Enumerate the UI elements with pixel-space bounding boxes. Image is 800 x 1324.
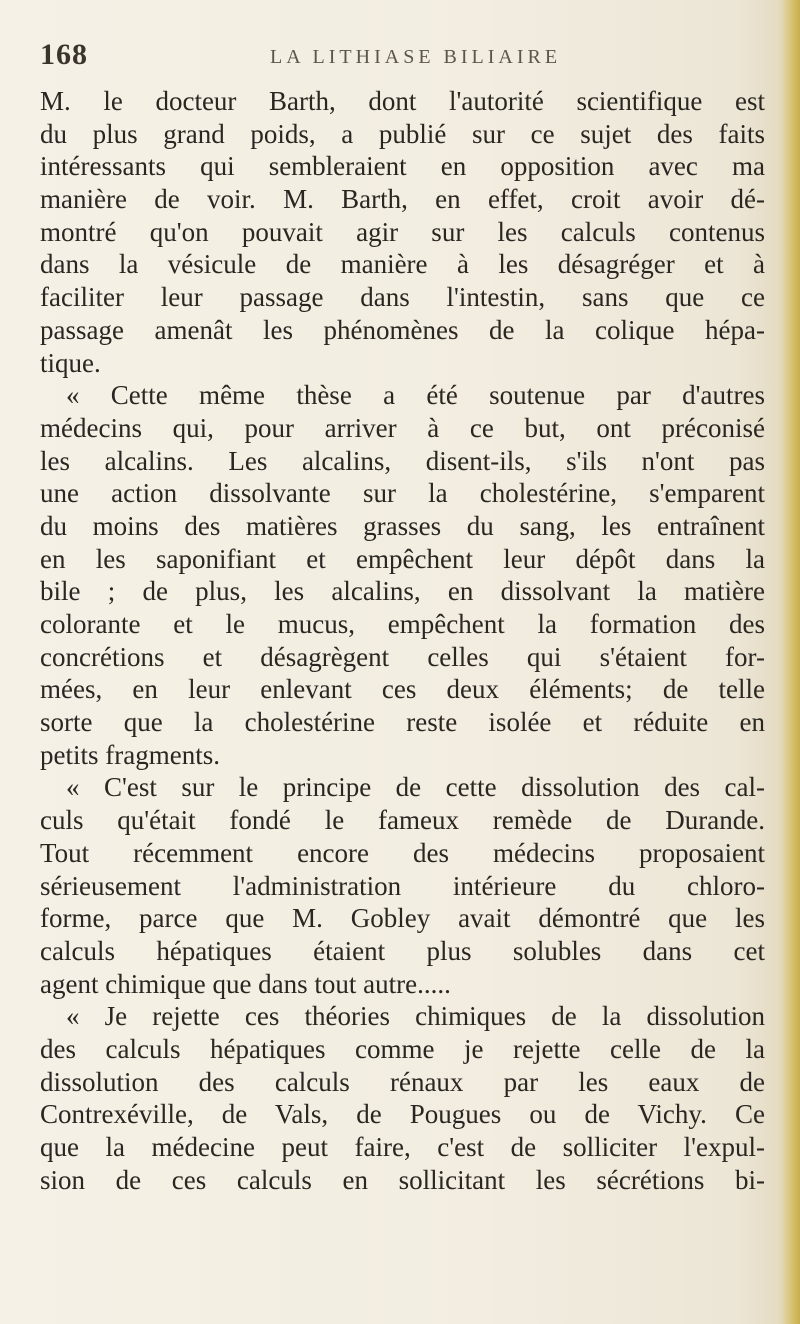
- text-line: agent chimique que dans tout autre.....: [40, 968, 451, 999]
- text-line: une action dissolvante sur la cholestérine, s'emparent: [40, 478, 765, 509]
- text-line: sorte que la cholestérine reste isolée et réduite en: [40, 707, 765, 738]
- page-header: [40, 38, 760, 78]
- text-line: des calculs hépatiques comme je rejette celle de la: [40, 1033, 765, 1064]
- text-line: passage amenât les phénomènes de la colique hépa-: [40, 314, 765, 345]
- page-number: 168: [40, 38, 88, 71]
- text-line: tique.: [40, 347, 101, 378]
- text-line: colorante et le mucus, empêchent la formation des: [40, 609, 765, 639]
- text-line: « C'est sur le principe de cette dissolution des cal-: [66, 772, 765, 803]
- text-line: dans la vésicule de manière à les désagréger et à: [40, 249, 765, 280]
- text-line: « Je rejette ces théories chimiques de la dissolution: [66, 1001, 765, 1032]
- text-line: faciliter leur passage dans l'intestin, sans que ce: [40, 282, 765, 313]
- running-title: LA LITHIASE BILIAIRE: [270, 46, 562, 68]
- text-line: « Cette même thèse a été soutenue par d'autres: [66, 380, 765, 411]
- text-line: Tout récemment encore des médecins proposaient: [40, 837, 765, 868]
- text-line: en les saponifiant et empêchent leur dépôt dans la: [40, 543, 765, 574]
- text-line: intéressants qui sembleraient en opposition avec ma: [40, 151, 765, 182]
- text-line: dissolution des calculs rénaux par les eaux de: [40, 1066, 765, 1097]
- text-line: montré qu'on pouvait agir sur les calculs contenus: [40, 216, 765, 247]
- text-line: médecins qui, pour arriver à ce but, ont préconisé: [40, 412, 765, 443]
- text-line: forme, parce que M. Gobley avait démontré que les: [40, 903, 765, 934]
- text-line: mées, en leur enlevant ces deux éléments; de telle: [40, 674, 765, 705]
- text-line: sérieusement l'administration intérieure du chloro-: [40, 870, 765, 901]
- body-text: [40, 85, 765, 1196]
- text-line: petits fragments.: [40, 739, 220, 770]
- text-line: du plus grand poids, a publié sur ce sujet des faits: [40, 118, 765, 149]
- text-line: M. le docteur Barth, dont l'autorité scientifique est: [40, 86, 765, 116]
- text-line: du moins des matières grasses du sang, les entraînent: [40, 510, 765, 541]
- text-line: culs qu'était fondé le fameux remède de Durande.: [40, 805, 765, 836]
- text-line: que la médecine peut faire, c'est de solliciter l'expul-: [40, 1132, 765, 1162]
- text-line: bile ; de plus, les alcalins, en dissolvant la matière: [40, 576, 765, 607]
- text-line: manière de voir. M. Barth, en effet, croit avoir dé-: [40, 184, 765, 215]
- text-line: concrétions et désagrègent celles qui s'étaient for-: [40, 641, 765, 672]
- text-line: sion de ces calculs en sollicitant les sécrétions bi-: [40, 1164, 765, 1195]
- text-line: calculs hépatiques étaient plus solubles dans cet: [40, 935, 765, 966]
- text-line: Contrexéville, de Vals, de Pougues ou de Vichy. Ce: [40, 1099, 765, 1130]
- text-line: les alcalins. Les alcalins, disent-ils, s'ils n'ont pas: [40, 445, 765, 476]
- page-edge-tint: [782, 0, 800, 1324]
